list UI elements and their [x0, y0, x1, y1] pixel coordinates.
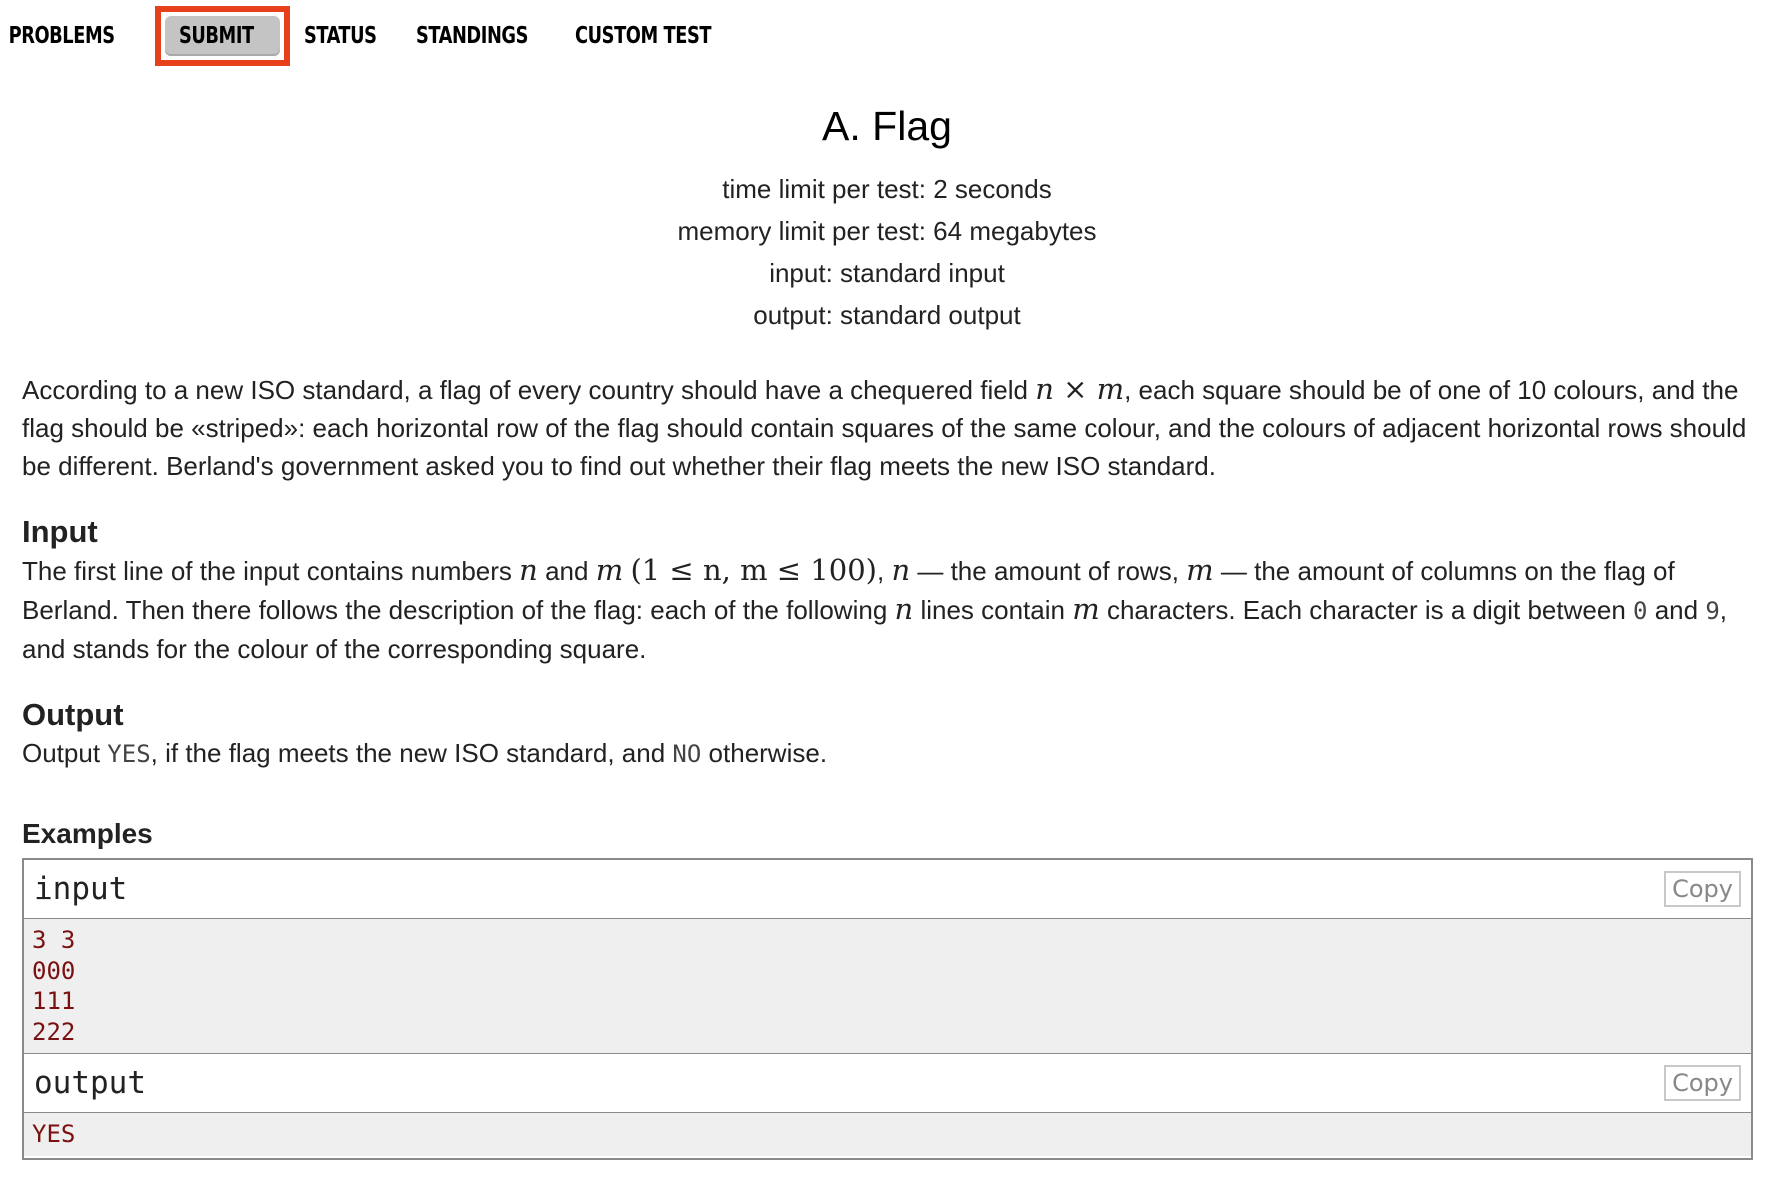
nav-submit-label[interactable]: SUBMIT [179, 23, 255, 49]
math-constraint: (1 ≤ n, m ≤ 100) [630, 553, 877, 587]
yes-token: YES [107, 740, 151, 768]
example-box [22, 858, 1753, 1160]
output-text-2: , if the flag meets the new ISO standard, and [150, 738, 666, 768]
example-input-header [24, 860, 1751, 919]
output-paragraph [22, 734, 1757, 773]
example-output-content[interactable] [24, 1113, 1751, 1156]
examples-title: Examples [22, 818, 153, 849]
input-line: 000 [32, 956, 76, 985]
input-text-4: — the amount of rows, [917, 556, 1179, 586]
math-n: n [894, 592, 914, 626]
input-text-7: characters. Each character is a digit between [1106, 595, 1626, 625]
input-text-8: and [1654, 595, 1699, 625]
math-m: m [595, 553, 624, 587]
nav-submit-button[interactable] [165, 16, 280, 56]
input-text-3: , [876, 556, 885, 586]
example-input-content[interactable] [24, 919, 1751, 1054]
legend-text-2: , each square should be of one of 10 colours, and the flag should be «striped»: each horizontal row of the flag should contain squares of the same colour, and the colours of adjacent horizontal rows should be different. Berland's government asked you to find out whether their flag meets the new ISO standard. [22, 375, 1747, 481]
input-text-1: The first line of the input contains numbers [22, 556, 512, 586]
math-n: n [519, 553, 538, 587]
legend-paragraph [22, 370, 1757, 485]
submit-highlight-box [155, 6, 290, 66]
nav-status[interactable]: STATUS [304, 23, 377, 49]
legend-math: n × m [1035, 372, 1125, 406]
legend-text-1: According to a new ISO standard, a flag of every country should have a chequered field [22, 375, 1028, 405]
math-n: n [891, 553, 911, 587]
copy-input-button[interactable]: Copy [1664, 871, 1741, 907]
input-text-6: lines contain [920, 595, 1065, 625]
output-title: Output [22, 697, 124, 732]
math-m: m [1072, 592, 1100, 626]
math-m: m [1186, 553, 1214, 587]
no-token: NO [672, 740, 702, 768]
output-line: YES [32, 1120, 76, 1148]
input-line: 222 [32, 1017, 76, 1046]
digit-9: 9 [1705, 597, 1720, 625]
nav-custom-test[interactable]: CUSTOM TEST [574, 23, 711, 49]
input-file: input: standard input [769, 258, 1005, 288]
input-line: 3 3 [32, 926, 76, 954]
example-output-header [24, 1054, 1751, 1113]
problem-statement [22, 370, 1757, 773]
problem-title: A. Flag [822, 103, 952, 149]
example-input-label: input [34, 871, 128, 907]
digit-0: 0 [1633, 597, 1648, 625]
top-nav [0, 6, 749, 66]
nav-problems[interactable]: PROBLEMS [8, 23, 115, 49]
input-paragraph [22, 551, 1757, 668]
copy-output-button[interactable]: Copy [1664, 1065, 1741, 1101]
input-text-2: and [545, 556, 589, 586]
time-limit: time limit per test: 2 seconds [722, 174, 1052, 204]
memory-limit: memory limit per test: 64 megabytes [677, 216, 1097, 246]
input-line: 111 [32, 987, 76, 1015]
nav-standings[interactable]: STANDINGS [416, 23, 529, 49]
output-text-3: otherwise. [708, 738, 828, 768]
example-output-label: output [34, 1065, 146, 1101]
input-text-5: — the amount of columns on the flag of Berland. Then there follows the description of the flag: each of the following [22, 556, 1675, 625]
input-text-9: , and stands for the colour of the corresponding square. [22, 595, 1728, 664]
output-file: output: standard output [753, 300, 1021, 330]
output-text-1: Output [22, 738, 101, 768]
problem-header [0, 103, 1774, 336]
input-title: Input [22, 514, 98, 549]
